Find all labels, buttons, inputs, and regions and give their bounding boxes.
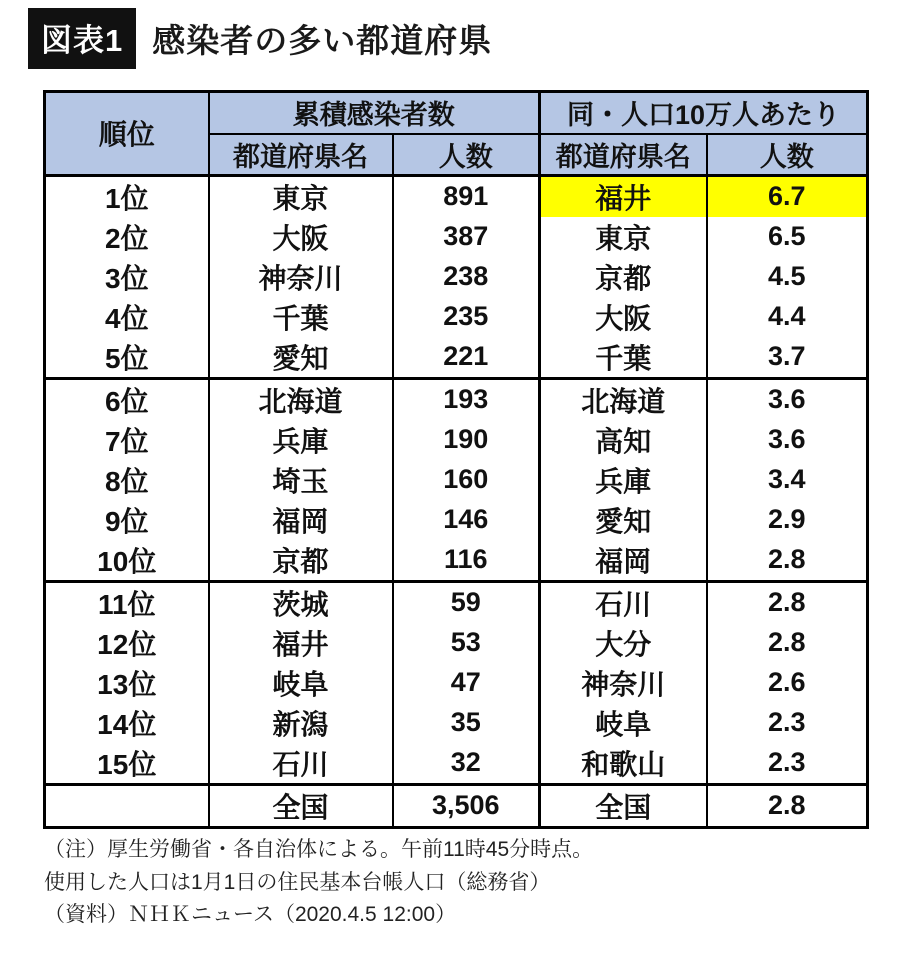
per100k-value-cell: 2.8 [707,540,868,582]
per100k-value-cell: 2.3 [707,743,868,785]
table-row [45,540,868,582]
per100k-pref-cell: 神奈川 [540,663,707,703]
per100k-value-cell: 2.3 [707,703,868,743]
count-cell: 146 [393,500,540,540]
table-row [45,663,868,703]
count-header: 人数 [393,134,540,176]
rank-cell: 6位 [45,378,209,420]
per100k-value-cell: 2.6 [707,663,868,703]
cumulative-group-header: 累積感染者数 [209,92,540,134]
count-cell: 221 [393,337,540,379]
table-row [45,337,868,379]
per100k-value-cell: 3.6 [707,420,868,460]
count-cell: 193 [393,378,540,420]
footnotes [44,834,593,932]
rank-cell: 10位 [45,540,209,582]
table-row [45,217,868,257]
pref-name-cell: 東京 [209,175,393,217]
rank-cell: 12位 [45,623,209,663]
count-cell: 3,506 [393,784,540,827]
per100k-pref-cell: 千葉 [540,337,707,379]
count-cell: 190 [393,420,540,460]
rank-column-header: 順位 [45,92,209,176]
pref-name-cell: 京都 [209,540,393,582]
per100k-value-cell: 2.8 [707,784,868,827]
rank-group-6-10 [45,378,868,581]
per100k-group-header: 同・人口10万人あたり [540,92,868,134]
per100k-pref-cell: 石川 [540,581,707,623]
pref-name-cell: 福岡 [209,500,393,540]
table-row [45,581,868,623]
figure-label-tag: 図表1 [28,8,136,69]
table-row [45,743,868,785]
rank-group-11-15 [45,581,868,784]
per100k-value-cell: 4.4 [707,297,868,337]
table-row [45,297,868,337]
rank-group-1-5 [45,175,868,378]
table-row [45,175,868,217]
per100k-value-cell: 4.5 [707,257,868,297]
per100k-value-cell: 3.4 [707,460,868,500]
rank-cell: 5位 [45,337,209,379]
pref-name-header: 都道府県名 [209,134,393,176]
per100k-pref-cell: 東京 [540,217,707,257]
count-cell: 32 [393,743,540,785]
pref-name-cell: 兵庫 [209,420,393,460]
per100k-pref-cell: 福岡 [540,540,707,582]
count-cell: 238 [393,257,540,297]
per100k-value-cell: 6.7 [707,175,868,217]
figure-title-row [28,8,492,69]
table-row [45,420,868,460]
pref-name-cell: 大阪 [209,217,393,257]
per100k-value-cell: 2.9 [707,500,868,540]
pref-name-cell: 埼玉 [209,460,393,500]
per100k-pref-cell: 岐阜 [540,703,707,743]
table-row [45,703,868,743]
table-row [45,378,868,420]
total-row [45,784,868,827]
pref-name-cell: 全国 [209,784,393,827]
note-line: （資料）ＮＨＫニュース（2020.4.5 12:00） [44,903,457,927]
pref-name-cell: 神奈川 [209,257,393,297]
count-cell: 47 [393,663,540,703]
count-cell: 160 [393,460,540,500]
rank-cell: 3位 [45,257,209,297]
rank-cell: 14位 [45,703,209,743]
per100k-pref-cell: 和歌山 [540,743,707,785]
page-title: 感染者の多い都道府県 [152,22,493,59]
pref-name-cell: 新潟 [209,703,393,743]
rank-cell: 4位 [45,297,209,337]
pref-name-cell: 福井 [209,623,393,663]
per100k-pref-cell: 北海道 [540,378,707,420]
per100k-value-cell: 3.7 [707,337,868,379]
rank-cell: 7位 [45,420,209,460]
count-cell: 891 [393,175,540,217]
per100k-value-cell: 3.6 [707,378,868,420]
pref-name-cell: 茨城 [209,581,393,623]
rank-cell [45,784,209,827]
table-row [45,500,868,540]
count-cell: 387 [393,217,540,257]
rank-cell: 15位 [45,743,209,785]
count-cell: 35 [393,703,540,743]
count-cell: 53 [393,623,540,663]
table-header [45,92,868,176]
rank-cell: 1位 [45,175,209,217]
pref-name-cell: 愛知 [209,337,393,379]
per100k-count-header: 人数 [707,134,868,176]
note-line: 使用した人口は1月1日の住民基本台帳人口（総務省） [44,870,551,894]
count-cell: 235 [393,297,540,337]
rank-cell: 13位 [45,663,209,703]
per100k-pref-cell: 兵庫 [540,460,707,500]
table-row [45,460,868,500]
per100k-value-cell: 2.8 [707,623,868,663]
rank-cell: 8位 [45,460,209,500]
pref-name-cell: 北海道 [209,378,393,420]
table-row [45,623,868,663]
per100k-pref-cell: 愛知 [540,500,707,540]
per100k-pref-cell: 高知 [540,420,707,460]
per100k-value-cell: 2.8 [707,581,868,623]
per100k-pref-name-header: 都道府県名 [540,134,707,176]
per100k-pref-cell: 福井 [540,175,707,217]
note-line: （注）厚生労働省・各自治体による。午前11時45分時点。 [44,838,594,861]
rank-cell: 9位 [45,500,209,540]
pref-name-cell: 千葉 [209,297,393,337]
count-cell: 116 [393,540,540,582]
rank-cell: 11位 [45,581,209,623]
per100k-value-cell: 6.5 [707,217,868,257]
per100k-pref-cell: 京都 [540,257,707,297]
count-cell: 59 [393,581,540,623]
per100k-pref-cell: 大阪 [540,297,707,337]
table-row [45,257,868,297]
rank-cell: 2位 [45,217,209,257]
national-total-group [45,784,868,827]
per100k-pref-cell: 全国 [540,784,707,827]
pref-name-cell: 岐阜 [209,663,393,703]
pref-name-cell: 石川 [209,743,393,785]
data-table [43,90,869,829]
per100k-pref-cell: 大分 [540,623,707,663]
